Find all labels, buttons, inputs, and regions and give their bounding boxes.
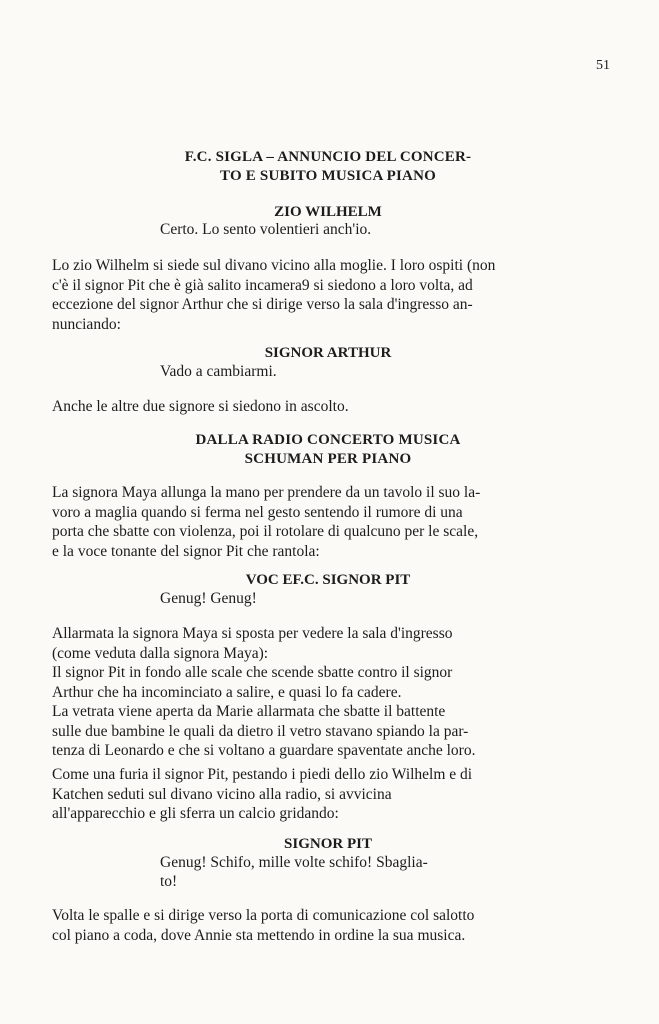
paragraph-2 <box>52 397 604 417</box>
speech-zio-wilhelm <box>52 220 659 239</box>
heading-line: DALLA RADIO CONCERTO MUSICA <box>195 432 461 448</box>
speech-line: Certo. Lo sento volentieri anch'io. <box>160 221 372 238</box>
heading-line: TO E SUBITO MUSICA PIANO <box>220 168 436 184</box>
paragraph-line: voro a maglia quando si ferma nel gesto sentendo il rumore di una <box>52 503 463 521</box>
speech-voc-signor-pit <box>52 589 659 608</box>
paragraph-line: Il signor Pit in fondo alle scale che scende sbatte contro il signor <box>52 664 453 681</box>
page-number: 51 <box>596 58 610 73</box>
speech-line: Genug! Schifo, mille volte schifo! Sbaglia- <box>160 854 428 871</box>
paragraph-line: e la voce tonante del signor Pit che rantola: <box>52 542 320 560</box>
paragraph-line: Allarmata la signora Maya si sposta per vedere la sala d'ingresso <box>52 625 453 642</box>
paragraph-line: eccezione del signor Arthur che si dirige verso la sala d'ingresso an- <box>52 296 473 313</box>
speech-signor-arthur <box>52 362 659 381</box>
heading-line: SCHUMAN PER PIANO <box>244 451 412 467</box>
speech-signor-pit <box>52 853 659 891</box>
paragraph-line: Arthur che ha incominciato a salire, e quasi lo fa cadere. <box>52 683 402 701</box>
paragraph-line: La signora Maya allunga la mano per prendere da un tavolo il suo la- <box>52 484 481 501</box>
paragraph-line: Volta le spalle e si dirige verso la porta di comunicazione col salotto <box>52 907 475 924</box>
scene-heading-2 <box>52 431 604 469</box>
paragraph-3 <box>52 483 604 561</box>
paragraph-line: Come una furia il signor Pit, pestando i piedi dello zio Wilhelm e di <box>52 766 473 783</box>
speech-line: Genug! Genug! <box>160 590 257 607</box>
scene-heading-1 <box>52 148 604 186</box>
paragraph-5 <box>52 765 604 824</box>
speech-line: Vado a cambiarmi. <box>160 363 277 380</box>
paragraph-4 <box>52 624 604 761</box>
speaker-zio-wilhelm: ZIO WILHELM <box>274 204 382 220</box>
paragraph-line: (come veduta dalla signora Maya): <box>52 644 269 662</box>
paragraph-6 <box>52 906 604 945</box>
speaker-voc-ef-signor-pit: VOC EF.C. SIGNOR PIT <box>245 572 411 588</box>
paragraph-line: Katchen seduti sul divano vicino alla radio, si avvicina <box>52 785 392 803</box>
paragraph-line: sulle due bambine le quali da dietro il vetro stavano spiando la par- <box>52 722 469 740</box>
speaker-signor-pit: SIGNOR PIT <box>284 836 372 852</box>
speech-line: to! <box>160 873 178 890</box>
paragraph-1 <box>52 256 604 334</box>
heading-line: F.C. SIGLA – ANNUNCIO DEL CONCER- <box>184 149 472 165</box>
paragraph-line: tenza di Leonardo e che si voltano a guardare spaventate anche loro. <box>52 742 476 759</box>
speaker-signor-arthur: SIGNOR ARTHUR <box>264 345 392 361</box>
paragraph-line: Lo zio Wilhelm si siede sul divano vicino alla moglie. I loro ospiti (non <box>52 257 496 274</box>
paragraph-line: porta che sbatte con violenza, poi il rotolare di qualcuno per le scale, <box>52 523 479 540</box>
paragraph-line: all'apparecchio e gli sferra un calcio gridando: <box>52 805 339 822</box>
paragraph-line: La vetrata viene aperta da Marie allarmata che sbatte il battente <box>52 703 446 720</box>
paragraph-line: col piano a coda, dove Annie sta mettendo in ordine la sua musica. <box>52 926 466 944</box>
paragraph-line: c'è il signor Pit che è già salito incamera9 si siedono a loro volta, ad <box>52 276 473 294</box>
paragraph-line: Anche le altre due signore si siedono in ascolto. <box>52 398 349 415</box>
paragraph-line: nunciando: <box>52 315 121 333</box>
